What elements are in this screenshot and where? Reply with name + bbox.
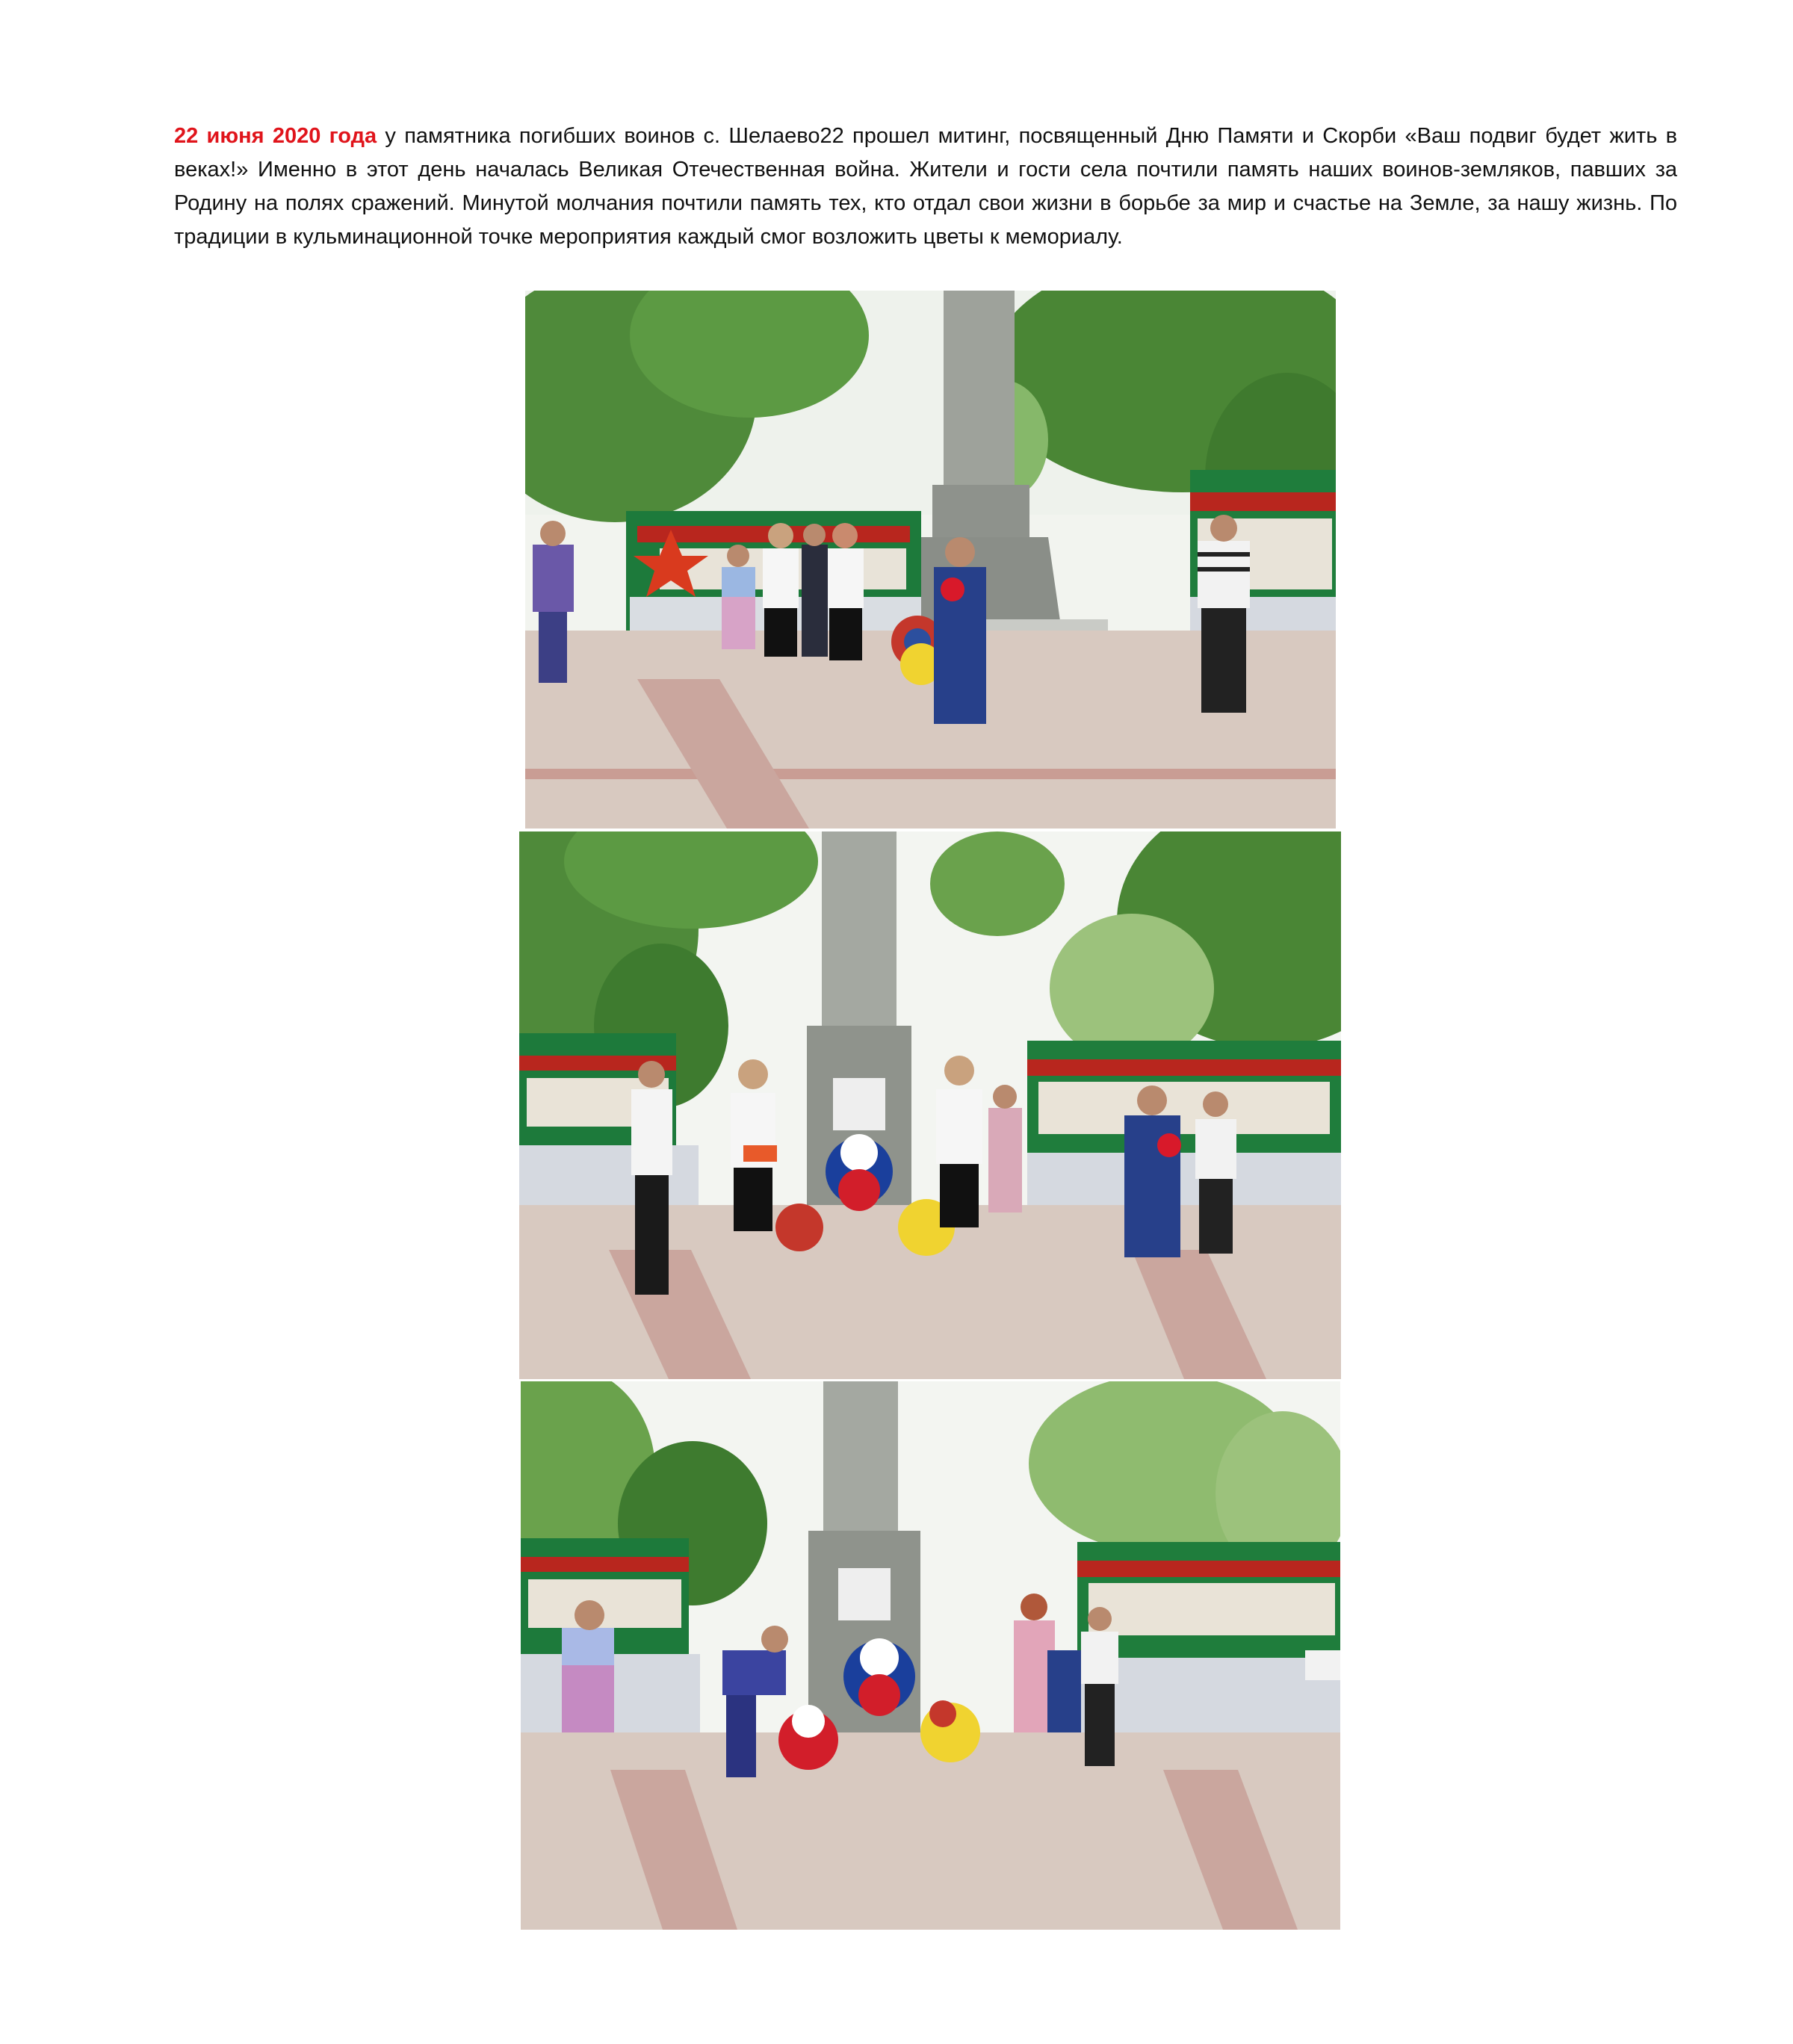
event-date: 22 июня 2020 года (174, 124, 377, 148)
memorial-photo-1 (525, 291, 1336, 829)
memorial-photo-2 (519, 831, 1341, 1379)
article-paragraph (174, 120, 1677, 254)
memorial-photo-3 (521, 1381, 1340, 1930)
article-body: у памятника погибших воинов с. Шелаево22 прошел митинг, посвященный Дню Памяти и Скорби «Ваш подвиг будет жить в веках!» Именно в этот день началась Великая Отечественная война. Жители и гости села почтили память наших воинов-земляков, павших за Родину на полях сражений. Минутой молчания почтили память тех, кто отдал свои жизни в борьбе за мир и счастье на Земле, за нашу жизнь. По традиции в кульминационной точке мероприятия каждый смог возложить цветы к мемориалу. (174, 124, 1677, 249)
